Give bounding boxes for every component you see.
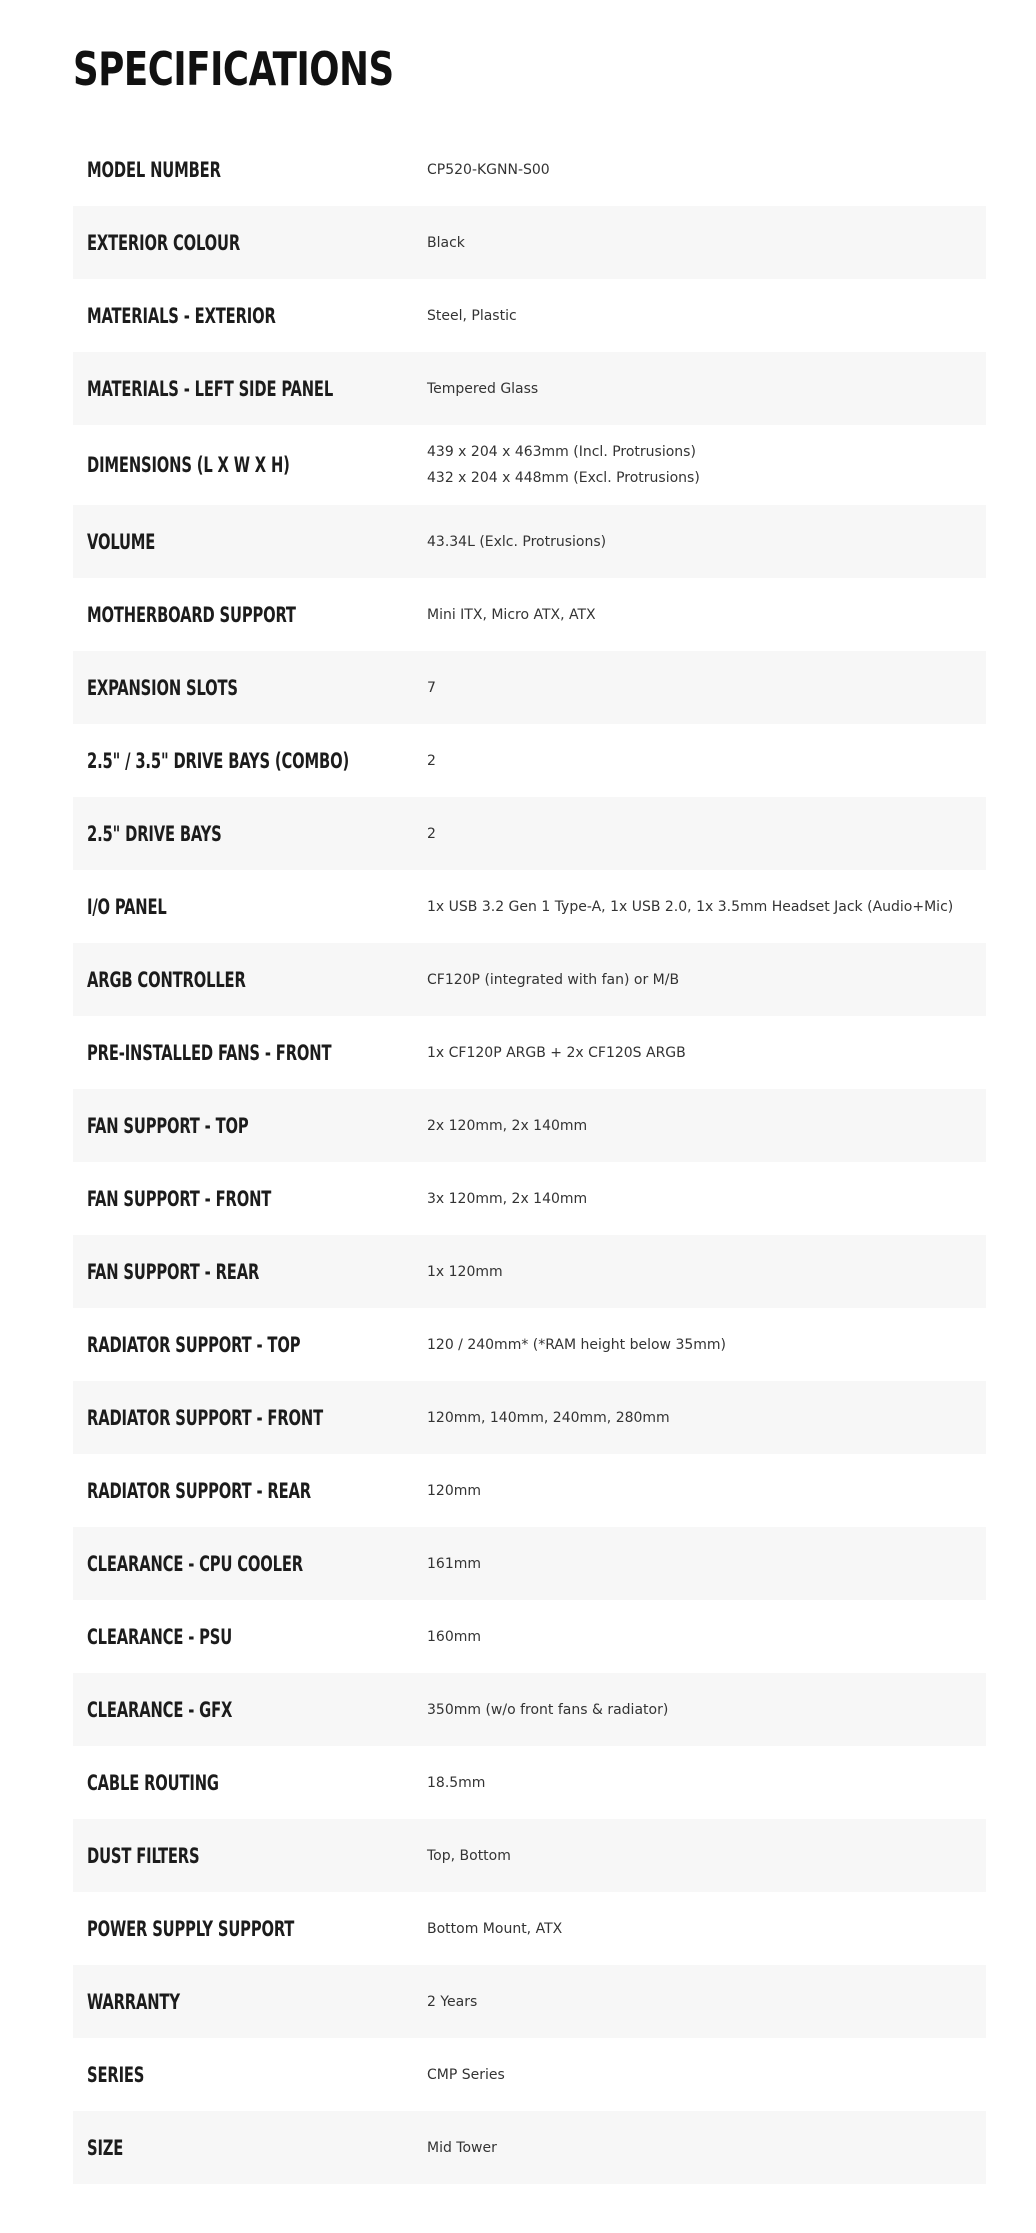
spec-row <box>73 1308 986 1381</box>
spec-table <box>73 133 986 2184</box>
spec-label-text: MATERIALS - EXTERIOR <box>87 303 276 328</box>
spec-row <box>73 1162 986 1235</box>
spec-row <box>73 1089 986 1162</box>
spec-label-text: POWER SUPPLY SUPPORT <box>87 1916 295 1941</box>
spec-value-line: CF120P (integrated with fan) or M/B <box>427 971 680 988</box>
spec-row <box>73 206 986 279</box>
spec-value <box>427 602 986 628</box>
spec-label-text: ARGB CONTROLLER <box>87 967 246 992</box>
spec-value-line: 18.5mm <box>427 1774 486 1791</box>
spec-label-text: MATERIALS - LEFT SIDE PANEL <box>87 376 334 401</box>
spec-label-text: CLEARANCE - PSU <box>87 1624 233 1649</box>
spec-value-line: 1x 120mm <box>427 1263 503 1280</box>
spec-value <box>427 1843 986 1869</box>
spec-label-text: CLEARANCE - CPU COOLER <box>87 1551 303 1576</box>
spec-label-text: EXPANSION SLOTS <box>87 675 238 700</box>
spec-value <box>427 1478 986 1504</box>
spec-value-line: Bottom Mount, ATX <box>427 1920 563 1937</box>
spec-value <box>427 675 986 701</box>
spec-label <box>73 1260 427 1284</box>
spec-label <box>73 1041 427 1065</box>
spec-row <box>73 797 986 870</box>
spec-label <box>73 1698 427 1722</box>
spec-label-text: I/O PANEL <box>87 894 167 919</box>
spec-value <box>427 821 986 847</box>
spec-label <box>73 377 427 401</box>
spec-label-text: PRE-INSTALLED FANS - FRONT <box>87 1040 332 1065</box>
spec-row <box>73 870 986 943</box>
spec-value <box>427 1551 986 1577</box>
spec-label-text: SIZE <box>87 2135 124 2160</box>
spec-value <box>427 1916 986 1942</box>
spec-label-text: VOLUME <box>87 529 156 554</box>
spec-label <box>73 1187 427 1211</box>
spec-label <box>73 530 427 554</box>
spec-label <box>73 822 427 846</box>
spec-value <box>427 1040 986 1066</box>
spec-row <box>73 279 986 352</box>
spec-label <box>73 1917 427 1941</box>
spec-value-line: 2 <box>427 752 436 769</box>
spec-row <box>73 2038 986 2111</box>
spec-value-line: Steel, Plastic <box>427 307 517 324</box>
spec-row <box>73 651 986 724</box>
spec-label <box>73 453 427 477</box>
spec-value-line: 2 Years <box>427 1993 478 2010</box>
spec-value-line: 2 <box>427 825 436 842</box>
spec-label <box>73 1114 427 1138</box>
spec-value-line: 1x USB 3.2 Gen 1 Type-A, 1x USB 2.0, 1x 3.5mm Headset Jack (Audio+Mic) <box>427 898 954 915</box>
spec-value <box>427 1697 986 1723</box>
spec-value <box>427 376 986 402</box>
spec-row <box>73 352 986 425</box>
spec-value <box>427 2135 986 2161</box>
spec-label <box>73 1771 427 1795</box>
page-title: SPECIFICATIONS <box>73 42 394 96</box>
spec-row <box>73 943 986 1016</box>
spec-label <box>73 749 427 773</box>
spec-value-line: 120mm <box>427 1482 481 1499</box>
spec-label-text: RADIATOR SUPPORT - FRONT <box>87 1405 323 1430</box>
spec-label-text: MODEL NUMBER <box>87 157 221 182</box>
spec-row <box>73 578 986 651</box>
spec-value-line: 160mm <box>427 1628 481 1645</box>
spec-value-line: Black <box>427 234 465 251</box>
spec-label-text: MOTHERBOARD SUPPORT <box>87 602 296 627</box>
spec-value-line: 1x CF120P ARGB + 2x CF120S ARGB <box>427 1044 686 1061</box>
spec-row <box>73 1600 986 1673</box>
spec-label-text: DUST FILTERS <box>87 1843 200 1868</box>
spec-value <box>427 1259 986 1285</box>
spec-value-line: 350mm (w/o front fans & radiator) <box>427 1701 669 1718</box>
spec-value <box>427 1770 986 1796</box>
spec-label-text: 2.5" / 3.5" DRIVE BAYS (COMBO) <box>87 748 350 773</box>
spec-label-text: FAN SUPPORT - FRONT <box>87 1186 272 1211</box>
spec-value-line: 120 / 240mm* (*RAM height below 35mm) <box>427 1336 726 1353</box>
spec-value-line: CMP Series <box>427 2066 505 2083</box>
spec-value-line: Mini ITX, Micro ATX, ATX <box>427 606 596 623</box>
spec-label <box>73 676 427 700</box>
spec-row <box>73 1016 986 1089</box>
spec-value <box>427 529 986 555</box>
spec-value-line: 43.34L (Exlc. Protrusions) <box>427 533 607 550</box>
spec-value <box>427 157 986 183</box>
spec-label <box>73 1406 427 1430</box>
spec-label-text: SERIES <box>87 2062 145 2087</box>
spec-label <box>73 895 427 919</box>
spec-row <box>73 1965 986 2038</box>
spec-value-line: CP520-KGNN-S00 <box>427 161 550 178</box>
spec-label <box>73 158 427 182</box>
spec-label-text: RADIATOR SUPPORT - REAR <box>87 1478 311 1503</box>
spec-label-text: CABLE ROUTING <box>87 1770 219 1795</box>
spec-label-text: RADIATOR SUPPORT - TOP <box>87 1332 301 1357</box>
spec-label-text: DIMENSIONS (L X W X H) <box>87 453 290 477</box>
spec-value <box>427 230 986 256</box>
spec-label <box>73 1333 427 1357</box>
spec-value <box>427 894 986 920</box>
spec-value-line: 439 x 204 x 463mm (Incl. Protrusions) <box>427 444 696 460</box>
spec-value <box>427 748 986 774</box>
spec-row <box>73 1892 986 1965</box>
spec-value <box>427 1989 986 2015</box>
spec-value <box>427 1405 986 1431</box>
spec-value-line: 7 <box>427 679 436 696</box>
spec-label-text: FAN SUPPORT - TOP <box>87 1113 249 1138</box>
spec-row <box>73 1819 986 1892</box>
spec-value <box>427 1624 986 1650</box>
spec-value-line: Tempered Glass <box>427 380 539 397</box>
specifications-section <box>73 0 986 2160</box>
spec-value <box>427 967 986 993</box>
spec-label <box>73 1990 427 2014</box>
spec-value <box>427 303 986 329</box>
spec-row <box>73 505 986 578</box>
spec-value-line: 3x 120mm, 2x 140mm <box>427 1190 588 1207</box>
spec-value-line: 432 x 204 x 448mm (Excl. Protrusions) <box>427 470 700 486</box>
spec-row <box>73 1746 986 1819</box>
spec-label-text: 2.5" DRIVE BAYS <box>87 821 222 846</box>
spec-label <box>73 968 427 992</box>
spec-label <box>73 603 427 627</box>
spec-value <box>427 439 986 491</box>
spec-row <box>73 133 986 206</box>
spec-row <box>73 425 986 505</box>
spec-row <box>73 2111 986 2184</box>
spec-label <box>73 2063 427 2087</box>
spec-value-line: Top, Bottom <box>427 1847 511 1864</box>
spec-value-line: 2x 120mm, 2x 140mm <box>427 1117 588 1134</box>
spec-value <box>427 2062 986 2088</box>
spec-label <box>73 1625 427 1649</box>
spec-label-text: FAN SUPPORT - REAR <box>87 1259 260 1284</box>
spec-label <box>73 1844 427 1868</box>
spec-label <box>73 1552 427 1576</box>
spec-label-text: CLEARANCE - GFX <box>87 1697 233 1722</box>
spec-row <box>73 1235 986 1308</box>
spec-row <box>73 1454 986 1527</box>
spec-row <box>73 1381 986 1454</box>
spec-value-line: Mid Tower <box>427 2139 497 2156</box>
spec-label <box>73 2136 427 2160</box>
spec-label-text: WARRANTY <box>87 1989 180 2014</box>
spec-value-line: 120mm, 140mm, 240mm, 280mm <box>427 1409 670 1426</box>
spec-value <box>427 1186 986 1212</box>
spec-label <box>73 1479 427 1503</box>
spec-row <box>73 1527 986 1600</box>
spec-label-text: EXTERIOR COLOUR <box>87 230 241 255</box>
spec-value <box>427 1113 986 1139</box>
spec-value-line: 161mm <box>427 1555 481 1572</box>
spec-row <box>73 1673 986 1746</box>
spec-label <box>73 304 427 328</box>
spec-label <box>73 231 427 255</box>
spec-value <box>427 1332 986 1358</box>
spec-row <box>73 724 986 797</box>
